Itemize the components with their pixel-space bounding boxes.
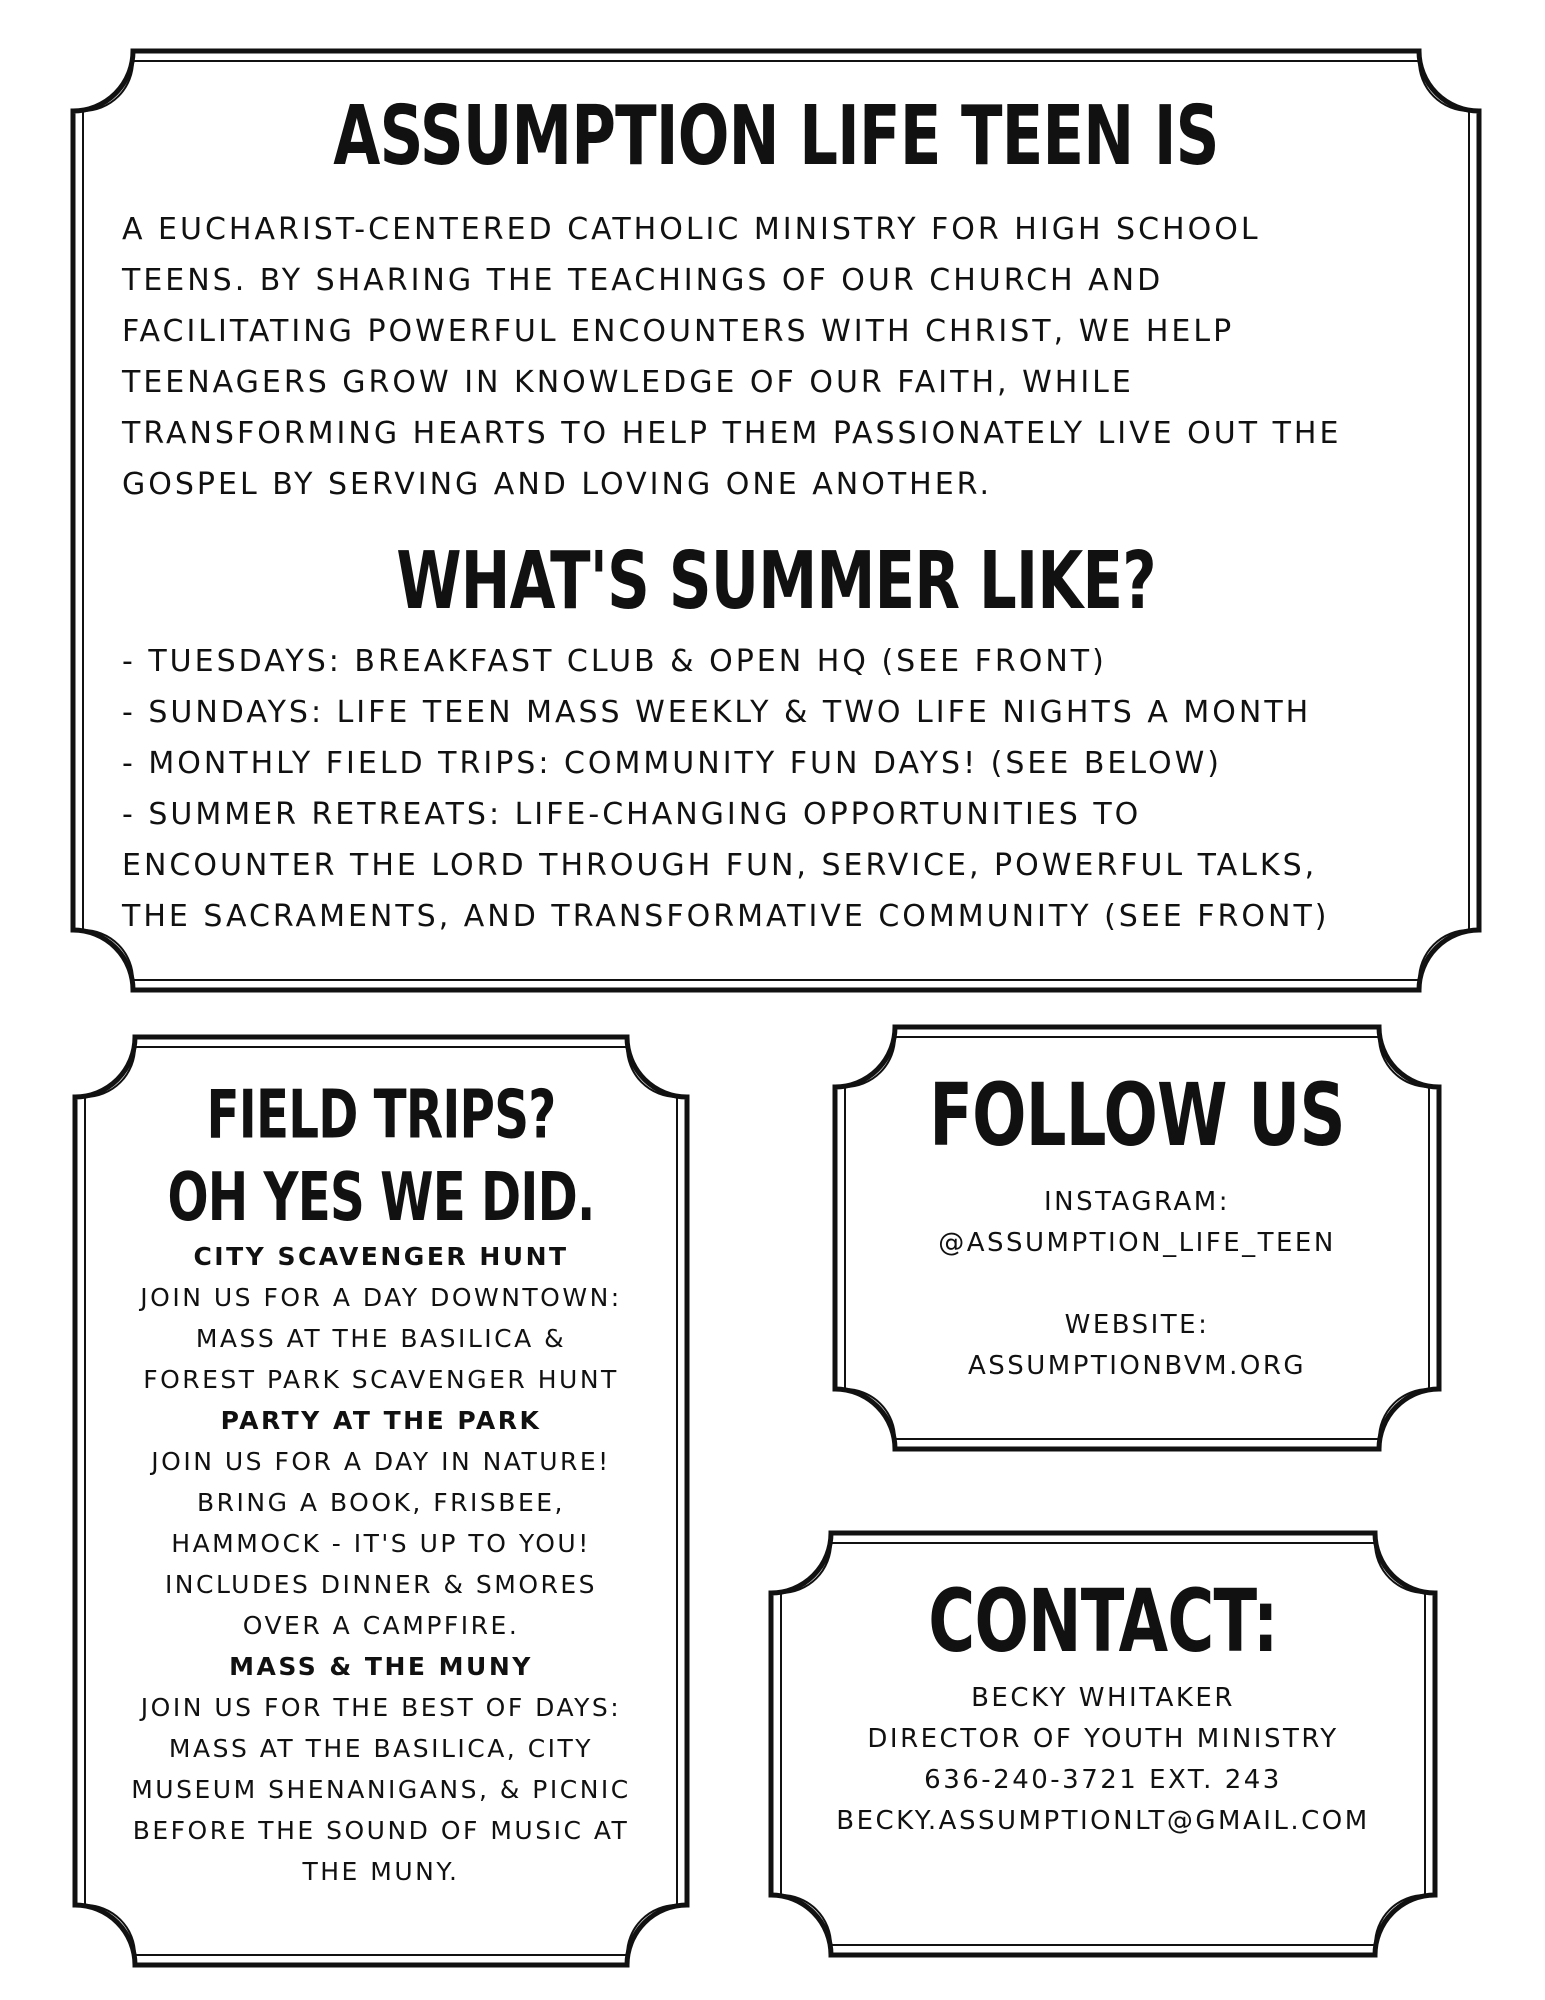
website-link[interactable]: ASSUMPTIONBVM.ORG [967,1351,1307,1381]
instagram-handle[interactable]: @ASSUMPTION_LIFE_TEEN [938,1228,1336,1258]
page-title: ASSUMPTION LIFE TEEN IS [333,89,1219,184]
trip-description-line: OVER A CAMPFIRE. [242,1611,520,1640]
contact-role: DIRECTOR OF YOUTH MINISTRY [867,1724,1339,1754]
summer-line: - SUNDAYS: LIFE TEEN MASS WEEKLY & TWO LIFE NIGHTS A MONTH [122,695,1312,730]
mission-line: A EUCHARIST-CENTERED CATHOLIC MINISTRY FOR HIGH SCHOOL [122,212,1261,247]
trip-description-line: THE MUNY. [302,1857,460,1886]
summer-line: - MONTHLY FIELD TRIPS: COMMUNITY FUN DAYS! (SEE BELOW) [122,746,1222,781]
summer-line: ENCOUNTER THE LORD THROUGH FUN, SERVICE, POWERFUL TALKS, [122,848,1318,883]
mission-line: TRANSFORMING HEARTS TO HELP THEM PASSIONATELY LIVE OUT THE [122,416,1342,451]
contact-name: BECKY WHITAKER [971,1683,1235,1713]
mission-line: TEENAGERS GROW IN KNOWLEDGE OF OUR FAITH, WHILE [122,365,1134,400]
mission-line: FACILITATING POWERFUL ENCOUNTERS WITH CHRIST, WE HELP [122,314,1235,349]
contact-heading: CONTACT: [928,1572,1278,1672]
summer-line: THE SACRAMENTS, AND TRANSFORMATIVE COMMUNITY (SEE FRONT) [122,899,1330,934]
trip-description-line: JOIN US FOR A DAY IN NATURE! [151,1447,611,1476]
summer-schedule-list [122,636,1462,942]
trip-description-line: JOIN US FOR A DAY DOWNTOWN: [140,1283,622,1312]
follow-us-frame [832,1024,1442,1452]
social-links [832,1182,1442,1387]
follow-us-heading: FOLLOW US [929,1066,1345,1166]
trip-description-line: MUSEUM SHENANIGANS, & PICNIC [131,1775,631,1804]
summer-line: - SUMMER RETREATS: LIFE-CHANGING OPPORTUNITIES TO [122,797,1142,832]
trip-description-line: BEFORE THE SOUND OF MUSIC AT [132,1816,630,1845]
trip-description-line: MASS AT THE BASILICA, CITY [168,1734,594,1763]
instagram-label: INSTAGRAM: [1044,1187,1230,1217]
trip-name: MASS & THE MUNY [229,1652,533,1681]
mission-line: TEENS. BY SHARING THE TEACHINGS OF OUR CHURCH AND [122,263,1164,298]
trip-description-line: JOIN US FOR THE BEST OF DAYS: [140,1693,622,1722]
trip-description-line: FOREST PARK SCAVENGER HUNT [143,1365,619,1394]
field-trips-heading-line2: OH YES WE DID. [167,1157,595,1236]
contact-details [768,1678,1438,1842]
contact-phone[interactable]: 636-240-3721 EXT. 243 [924,1765,1282,1795]
mission-frame [70,48,1482,993]
field-trips-list [72,1236,690,1892]
mission-line: GOSPEL BY SERVING AND LOVING ONE ANOTHER. [122,467,992,502]
summer-line: - TUESDAYS: BREAKFAST CLUB & OPEN HQ (SEE FRONT) [122,644,1107,679]
trip-description-line: INCLUDES DINNER & SMORES [164,1570,598,1599]
field-trips-heading-line1: FIELD TRIPS? [206,1075,556,1154]
mission-statement [122,204,1452,510]
spacer [832,1264,1442,1305]
trip-description-line: HAMMOCK - IT'S UP TO YOU! [171,1529,591,1558]
contact-email[interactable]: BECKY.ASSUMPTIONLT@GMAIL.COM [836,1806,1370,1836]
trip-description-line: MASS AT THE BASILICA & [195,1324,567,1353]
field-trips-frame [72,1034,690,1968]
contact-frame [768,1530,1438,1958]
website-label: WEBSITE: [1064,1310,1210,1340]
trip-description-line: BRING A BOOK, FRISBEE, [196,1488,565,1517]
summer-heading: WHAT'S SUMMER LIKE? [396,533,1156,627]
field-trips-heading [140,1074,622,1238]
trip-name: PARTY AT THE PARK [220,1406,542,1435]
trip-name: CITY SCAVENGER HUNT [193,1242,569,1271]
